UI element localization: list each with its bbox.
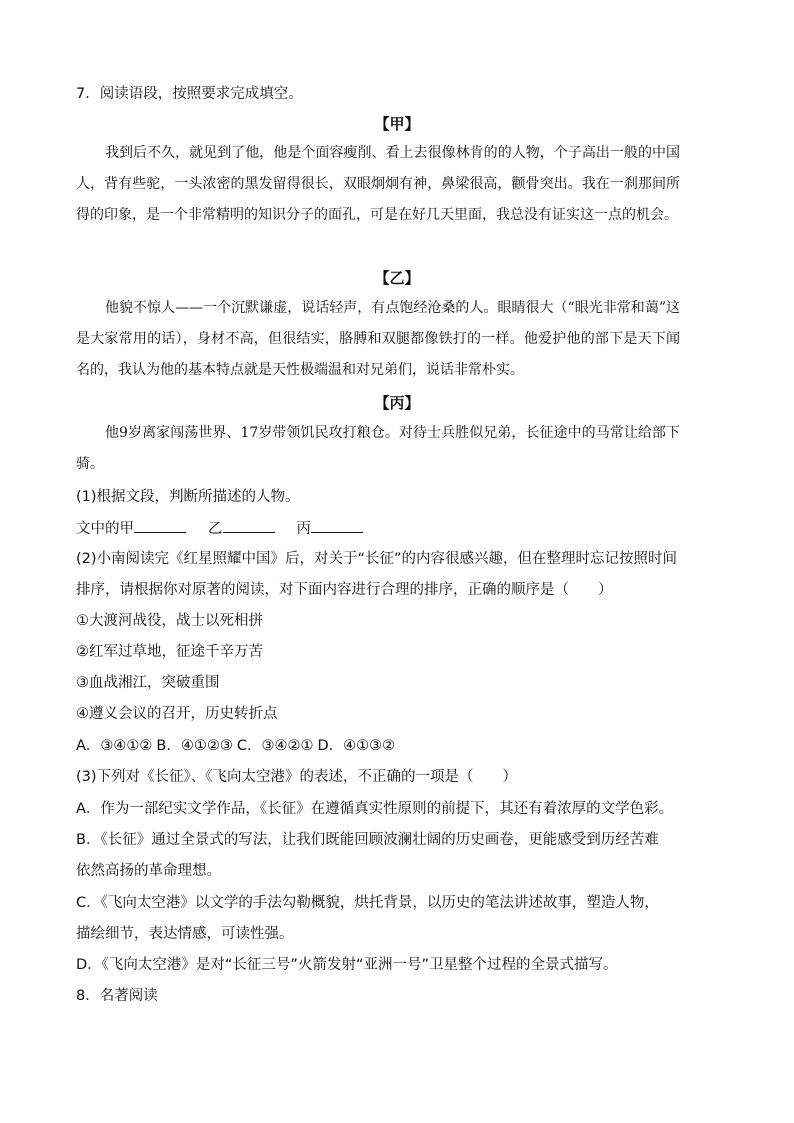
passage-bing-text: 他9岁离家闯荡世界、17岁带领饥民攻打粮仓。对待士兵胜似兄弟，长征途中的马常让给部下骑。 xyxy=(76,425,680,472)
part-1-prompt: (1)根据文段，判断所描述的人物。 xyxy=(76,489,300,505)
part-2-prompt-line-1: (2)小南阅读完《红星照耀中国》后，对关于“长征”的内容很感兴趣，但在整理时忘记按照时间 xyxy=(76,551,678,567)
part-2-prompt-line-2: 排序，请根据你对原著的阅读，对下面内容进行合理的排序，正确的顺序是（ ） xyxy=(76,582,613,598)
part-2-item-1: ①大渡河战役，战士以死相拼 xyxy=(76,613,263,629)
part-2-item-4: ④遵义会议的召开，历史转折点 xyxy=(76,706,278,722)
option-c[interactable]: C．③④②① xyxy=(236,738,314,754)
blank-jia-label: 文中的甲 xyxy=(76,521,134,537)
option-b[interactable]: B．④①②③ xyxy=(156,738,233,754)
part-3-option-b-line-1[interactable]: B．《长征》通过全景式的写法，让我们既能回顾波澜壮阔的历史画卷，更能感受到历经苦难 xyxy=(76,832,659,848)
passage-jia-heading: 【甲】 xyxy=(374,115,420,133)
blank-bing-label: 丙 xyxy=(296,521,311,537)
question-7-title: 7．阅读语段，按照要求完成填空。 xyxy=(76,86,303,102)
part-2-options xyxy=(76,736,399,756)
part-3-prompt: (3)下列对《长征》、《飞向太空港》的表述，不正确的一项是（ ） xyxy=(76,769,518,785)
part-3-option-c-line-2: 描绘细节，表达情感，可读性强。 xyxy=(76,926,294,942)
passage-yi-text: 他貌不惊人——一个沉默谦虚，说话轻声，有点饱经沧桑的人。眼睛很大（“眼光非常和蔼”这是大家常用的话），身材不高，但很结实，胳膊和双腿都像铁打的一样。他爱护他的部下是天下闻名的，我认为他的基本特点就是天性极端温和对兄弟们，说话非常朴实。 xyxy=(76,300,680,378)
question-8-title: 8．名著阅读 xyxy=(76,988,158,1004)
passage-bing-heading: 【丙】 xyxy=(374,394,420,412)
part-1-blanks xyxy=(76,518,363,539)
part-2-item-2: ②红军过草地，征途千辛万苦 xyxy=(76,644,263,660)
passage-yi-heading: 【乙】 xyxy=(374,269,420,287)
part-3-option-c-line-1[interactable]: C．《飞向太空港》以文学的手法勾勒概貌，烘托背景，以历史的笔法讲述故事，塑造人物， xyxy=(76,895,659,911)
option-d[interactable]: D．④①③② xyxy=(317,738,396,754)
part-2-item-3: ③血战湘江，突破重围 xyxy=(76,675,220,691)
blank-yi-label: 乙 xyxy=(208,521,223,537)
blank-bing-line[interactable] xyxy=(311,518,363,533)
blank-jia-line[interactable] xyxy=(134,518,186,533)
part-3-option-b-line-2: 依然高扬的革命理想。 xyxy=(76,863,221,879)
passage-jia-text: 我到后不久，就见到了他，他是个面容瘦削、看上去很像林肯的的人物，个子高出一般的中国人，背有些驼，一头浓密的黑发留得很长，双眼炯炯有神，鼻梁很高，颧骨突出。我在一刹那间所得的印象，是一个非常精明的知识分子的面孔，可是在好几天里面，我总没有证实这一点的机会。 xyxy=(76,145,680,223)
blank-yi-line[interactable] xyxy=(223,518,275,533)
option-a[interactable]: A．③④①② xyxy=(76,738,153,754)
part-3-option-d[interactable]: D．《飞向太空港》是对“长征三号”火箭发射“亚洲一号”卫星整个过程的全景式描写。 xyxy=(76,957,618,973)
part-3-option-a[interactable]: A．作为一部纪实文学作品，《长征》在遵循真实性原则的前提下，其还有着浓厚的文学色彩。 xyxy=(76,801,674,817)
